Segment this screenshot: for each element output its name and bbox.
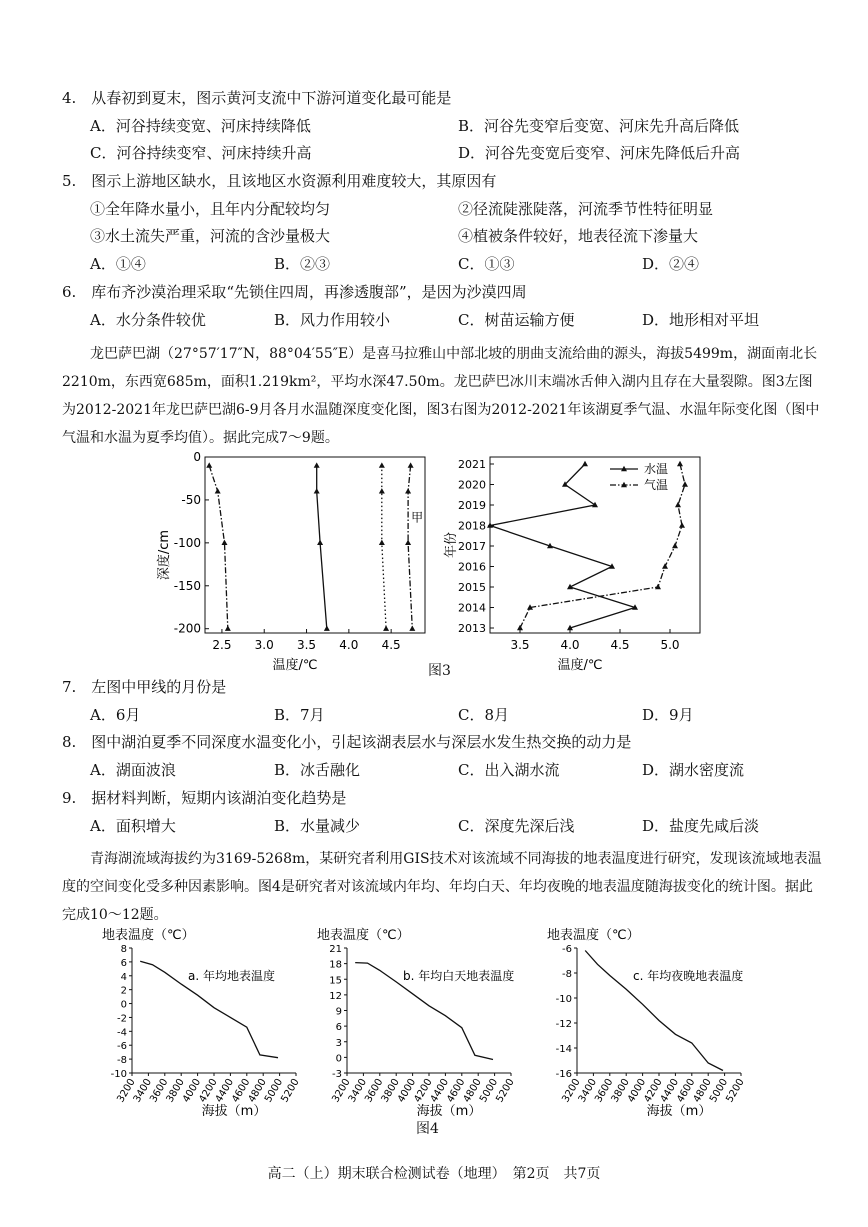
x-axis-label: 温度/℃ — [557, 658, 603, 672]
q6-option-d: D．地形相对平坦 — [642, 311, 760, 329]
y-tick-label: -10 — [110, 1069, 127, 1080]
x-tick-label: 5200 — [279, 1077, 302, 1105]
x-axis-title: 海拔（m） — [646, 1104, 712, 1119]
x-tick-label: 3.5 — [510, 638, 530, 652]
q8-stem: 8. 图中湖泊夏季不同深度水温变化小，引起该湖表层水与深层水发生热交换的动力是 — [62, 733, 632, 751]
q4-option-d: D．河谷先变宽后变窄、河床先降低后升高 — [458, 144, 741, 162]
y-tick-label: 0 — [120, 999, 127, 1011]
q8-option-d: D．湖水密度流 — [642, 761, 745, 779]
legend-label: 气温 — [644, 478, 669, 492]
y-tick-label: 8 — [120, 944, 127, 955]
y-tick-label: 2015 — [458, 581, 486, 594]
y-tick-label: 4 — [120, 971, 127, 983]
data-point — [517, 625, 523, 630]
q8-option-a: A．湖面波浪 — [90, 761, 176, 779]
figure-4 — [100, 925, 790, 1120]
q8-option-b: B．冰舌融化 — [274, 761, 361, 779]
q7-option-d: D．9月 — [642, 706, 694, 724]
x-tick-label: 4600 — [675, 1077, 698, 1105]
data-point — [314, 488, 320, 493]
y-tick-label: -16 — [555, 1069, 572, 1080]
q5-statement-3: ③水土流失严重，河流的含沙量极大 — [90, 227, 331, 245]
x-tick-label: 3800 — [379, 1077, 402, 1105]
q5-statement-4: ④植被条件较好，地表径流下渗量大 — [458, 227, 699, 245]
q5-option-a: A．①④ — [90, 255, 146, 273]
x-tick-label: 4600 — [445, 1077, 468, 1105]
q9-option-d: D．盐度先咸后淡 — [642, 817, 760, 835]
q6-option-c: C．树苗运输方便 — [458, 311, 575, 329]
y-tick-label: 2 — [120, 985, 127, 997]
y-tick-label: 12 — [329, 990, 342, 1002]
x-tick-label: 4600 — [230, 1077, 253, 1105]
q5-statement-2: ②径流陡涨陡落，河流季节性特征明显 — [458, 200, 714, 218]
y-tick-label: -14 — [555, 1044, 572, 1055]
data-point — [379, 462, 385, 467]
data-point — [672, 543, 678, 548]
x-tick-label: 4.5 — [610, 638, 630, 652]
x-tick-label: 3800 — [609, 1077, 632, 1105]
q7-option-c: C．8月 — [458, 706, 510, 724]
data-point — [582, 461, 588, 466]
data-point — [675, 502, 681, 507]
data-point — [677, 461, 683, 466]
series-label: b. 年均白天地表温度 — [403, 969, 515, 983]
x-tick-label: 4000 — [180, 1077, 204, 1105]
q9-stem: 9. 据材料判断，短期内该湖泊变化趋势是 — [62, 789, 347, 807]
data-point — [215, 488, 221, 493]
data-point — [225, 626, 231, 631]
x-tick-label: 4000 — [395, 1077, 419, 1105]
x-tick-label: 3200 — [115, 1077, 138, 1105]
x-axis-title: 海拔（m） — [416, 1104, 482, 1119]
x-tick-label: 4400 — [428, 1077, 451, 1105]
figure-4-chart-c — [547, 927, 747, 1119]
y-tick-label: 6 — [120, 957, 127, 969]
q5-statement-1: ①全年降水量小，且年内分配较均匀 — [90, 200, 331, 218]
y-tick-label: 18 — [329, 959, 342, 971]
figure-3-caption: 图3 — [428, 663, 451, 679]
x-tick-label: 4400 — [658, 1077, 681, 1105]
x-tick-label: 4800 — [461, 1077, 484, 1105]
q9-option-c: C．深度先深后浅 — [458, 817, 575, 835]
y-tick-label: -150 — [173, 578, 201, 593]
y-tick-label: -12 — [555, 1019, 572, 1030]
y-tick-label: -6 — [117, 1041, 127, 1053]
y-tick-label: 2020 — [458, 478, 486, 492]
x-tick-label: 3.0 — [254, 638, 274, 652]
data-point — [206, 462, 212, 467]
y-tick-label: -2 — [117, 1013, 127, 1025]
x-tick-label: 3600 — [593, 1077, 616, 1105]
y-tick-label: 0 — [193, 450, 201, 464]
y-tick-label: -10 — [555, 994, 572, 1005]
x-axis-label: 温度/℃ — [272, 658, 318, 672]
y-tick-label: 2013 — [458, 622, 486, 635]
q7-stem: 7. 左图中甲线的月份是 — [62, 678, 227, 696]
y-tick-label: -6 — [562, 944, 572, 955]
x-tick-label: 5000 — [707, 1077, 731, 1105]
line-label-jia: 甲 — [411, 510, 424, 525]
x-tick-label: 3400 — [346, 1077, 369, 1105]
passage-lake: 龙巴萨巴湖（27°57′17″N，88°04′55″E）是喜马拉雅山中部北坡的朋曲支流给曲的源头，海拔5499m，湖面南北长2210m，东西宽685m，面积1.219km²，平均水深47.50m。龙巴萨巴冰川末端冰舌伸入湖内且存在大量裂隙。图3左图为2012-2021年龙巴萨巴湖6-9月各月水温随深度变化图，图3右图为2012-2021年该湖夏季气温、水温年际变化图（图中气温和水温为夏季均值）。据此完成7～9题。 — [62, 346, 820, 446]
figure-4-chart-b — [317, 927, 517, 1119]
data-point — [408, 462, 414, 467]
q9-option-a: A．面积增大 — [90, 817, 176, 835]
y-axis-title: 地表温度（℃） — [317, 928, 410, 943]
data-point — [655, 584, 661, 589]
x-tick-label: 4800 — [691, 1077, 714, 1105]
x-tick-label: 4200 — [197, 1077, 220, 1105]
legend-label: 水温 — [644, 462, 669, 476]
x-tick-label: 5000 — [477, 1077, 501, 1105]
x-tick-label: 5200 — [724, 1077, 747, 1105]
x-tick-label: 4000 — [625, 1077, 649, 1105]
x-tick-label: 5.0 — [660, 638, 680, 652]
plot-frame — [205, 457, 425, 633]
data-point — [324, 626, 330, 631]
x-tick-label: 3200 — [330, 1077, 353, 1105]
q8-option-c: C．出入湖水流 — [458, 761, 560, 779]
data-point — [592, 502, 598, 507]
series-label: c. 年均夜晚地表温度 — [633, 969, 744, 983]
q9-option-b: B．水量减少 — [274, 817, 361, 835]
x-tick-label: 3400 — [131, 1077, 154, 1105]
data-point — [379, 488, 385, 493]
y-tick-label: 2016 — [458, 560, 486, 574]
q7-option-a: A．6月 — [90, 706, 141, 724]
data-point — [221, 540, 227, 545]
y-tick-label: 2017 — [458, 540, 486, 553]
x-tick-label: 4200 — [412, 1077, 435, 1105]
y-tick-label: -4 — [117, 1027, 127, 1039]
data-point — [679, 522, 685, 527]
y-tick-label: -100 — [173, 535, 201, 550]
x-tick-label: 4.0 — [560, 638, 580, 652]
y-axis-title: 地表温度（℃） — [102, 928, 195, 943]
data-point — [405, 540, 411, 545]
data-point — [405, 488, 411, 493]
data-point — [682, 481, 688, 486]
x-tick-label: 3800 — [164, 1077, 187, 1105]
x-tick-label: 4.5 — [381, 638, 401, 652]
q5-option-b: B．②③ — [274, 255, 331, 273]
y-tick-label: 2019 — [458, 499, 486, 512]
x-tick-label: 4200 — [642, 1077, 665, 1105]
x-tick-label: 2.5 — [212, 638, 232, 652]
figure-3-left-chart — [156, 450, 425, 672]
data-point — [314, 462, 320, 467]
y-tick-label: -200 — [173, 621, 201, 636]
page-footer: 高二（上）期末联合检测试卷（地理） 第2页 共7页 — [267, 1166, 601, 1182]
figure-3 — [150, 450, 730, 672]
y-tick-label: -8 — [562, 969, 572, 980]
x-tick-label: 5200 — [494, 1077, 517, 1105]
q6-option-a: A．水分条件较优 — [90, 311, 206, 329]
y-tick-label: 3 — [335, 1037, 342, 1049]
figure-4-chart-a — [102, 927, 302, 1119]
x-tick-label: 3600 — [363, 1077, 386, 1105]
y-tick-label: 21 — [329, 944, 342, 955]
series-label: a. 年均地表温度 — [188, 969, 275, 983]
y-tick-label: 9 — [335, 1006, 342, 1018]
q7-option-b: B．7月 — [274, 706, 325, 724]
data-point — [383, 626, 389, 631]
q4-option-a: A．河谷持续变宽、河床持续降低 — [90, 117, 311, 135]
plot-frame — [490, 457, 700, 633]
y-tick-label: -50 — [181, 492, 201, 507]
x-tick-label: 5000 — [262, 1077, 286, 1105]
q4-option-b: B．河谷先变窄后变宽、河床先升高后降低 — [458, 117, 740, 135]
y-tick-label: 2014 — [458, 601, 486, 615]
depth-profile-line — [317, 466, 327, 629]
y-axis-label: 年份 — [444, 531, 459, 559]
y-tick-label: 15 — [329, 975, 342, 987]
x-tick-label: 4800 — [246, 1077, 269, 1105]
q4-option-c: C．河谷持续变窄、河床持续升高 — [90, 144, 312, 162]
y-axis-title: 地表温度（℃） — [547, 928, 640, 943]
data-point — [662, 563, 668, 568]
figure-4-caption: 图4 — [416, 1121, 439, 1137]
data-point — [409, 626, 415, 631]
y-tick-label: -3 — [332, 1069, 342, 1080]
q5-option-c: C．①③ — [458, 255, 515, 273]
data-point — [317, 540, 323, 545]
q5-stem: 5. 图示上游地区缺水，且该地区水资源利用难度较大，其原因有 — [62, 172, 497, 190]
x-axis-title: 海拔（m） — [201, 1104, 267, 1119]
y-tick-label: 6 — [335, 1022, 342, 1034]
x-tick-label: 3600 — [148, 1077, 171, 1105]
x-tick-label: 3.5 — [296, 638, 317, 652]
x-tick-label: 4.0 — [339, 638, 359, 652]
y-tick-label: 2018 — [458, 519, 486, 533]
q5-option-d: D．②④ — [642, 255, 700, 273]
series-line — [490, 464, 635, 628]
y-axis-label: 深度/cm — [157, 529, 172, 581]
q6-option-b: B．风力作用较小 — [274, 311, 391, 329]
figure-3-right-chart — [443, 457, 700, 672]
y-tick-label: 0 — [335, 1053, 342, 1065]
q4-stem: 4. 从春初到夏末，图示黄河支流中下游河道变化最可能是 — [62, 89, 452, 107]
x-tick-label: 4400 — [213, 1077, 236, 1105]
passage-qinghai: 青海湖流域海拔约为3169-5268m，某研究者利用GIS技术对该流域不同海拔的地表温度进行研究，发现该流域地表温度的空间变化受多种因素影响。图4是研究者对该流域内年均、年均白天、年均夜晚的地表温度随海拔变化的统计图。据此完成10～12题。 — [62, 851, 822, 923]
x-tick-label: 3200 — [560, 1077, 583, 1105]
x-tick-label: 3400 — [576, 1077, 599, 1105]
data-point — [379, 540, 385, 545]
y-tick-label: 2021 — [458, 458, 486, 471]
y-tick-label: -8 — [117, 1055, 127, 1067]
q6-stem: 6. 库布齐沙漠治理采取“先锁住四周，再渗透腹部”，是因为沙漠四周 — [62, 283, 527, 301]
